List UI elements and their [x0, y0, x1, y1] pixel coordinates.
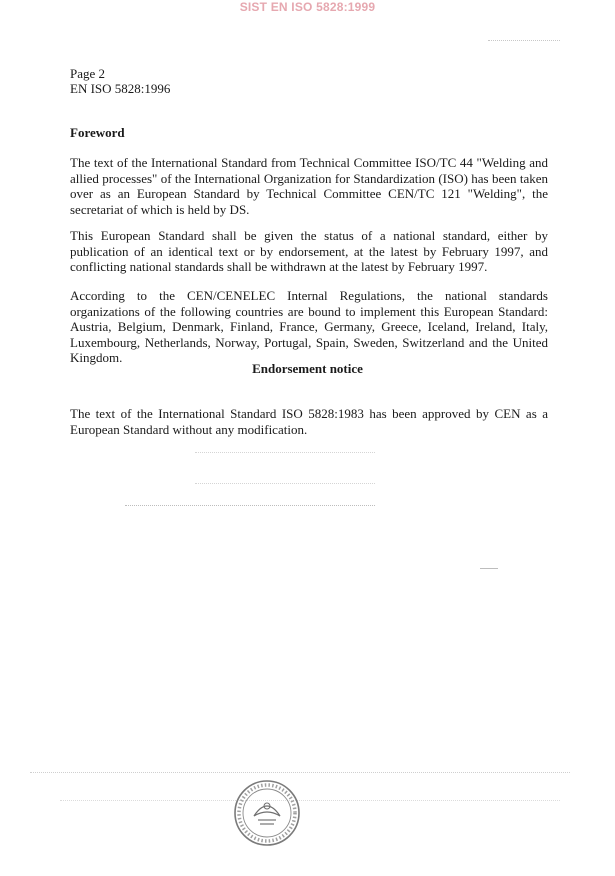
- document-id: EN ISO 5828:1996: [70, 81, 171, 96]
- page-number: Page 2: [70, 66, 106, 81]
- scan-noise: [125, 505, 375, 506]
- scan-noise: [60, 800, 560, 801]
- foreword-paragraph-1: The text of the International Standard from Technical Committee ISO/TC 44 "Welding and allied processes" of the International Organization for Standardization (ISO) has been taken over as an European Standard by Technical Committee CEN/TC 121 "Welding", the secretariat of which is held by DS.: [70, 155, 548, 217]
- foreword-heading: Foreword: [70, 125, 125, 140]
- foreword-paragraph-2: This European Standard shall be given the status of a national standard, either by publication of an identical text or by endorsement, at the latest by February 1997, and conflicting national standards shall be withdrawn at the latest by February 1997.: [70, 228, 548, 274]
- scan-noise: [30, 772, 570, 773]
- seal-stamp-icon: [232, 778, 302, 848]
- scan-noise: [488, 40, 560, 41]
- watermark: SIST EN ISO 5828:1999: [239, 0, 376, 14]
- endorsement-text: The text of the International Standard ISO 5828:1983 has been approved by CEN as a European Standard without any modification.: [70, 406, 548, 437]
- endorsement-heading: Endorsement notice: [252, 361, 363, 376]
- foreword-paragraph-3: According to the CEN/CENELEC Internal Regulations, the national standards organizations of the following countries are bound to implement this European Standard: Austria, Belgium, Denmark, Finland, France, Germany, Greece, Iceland, Ireland, Italy, Luxembourg, Netherlands, Norway, Portugal, Spain, Sweden, Switzerland and the United Kingdom.: [70, 288, 548, 365]
- page-header: [70, 66, 170, 96]
- scan-noise: [195, 452, 375, 484]
- scan-noise: [480, 568, 498, 569]
